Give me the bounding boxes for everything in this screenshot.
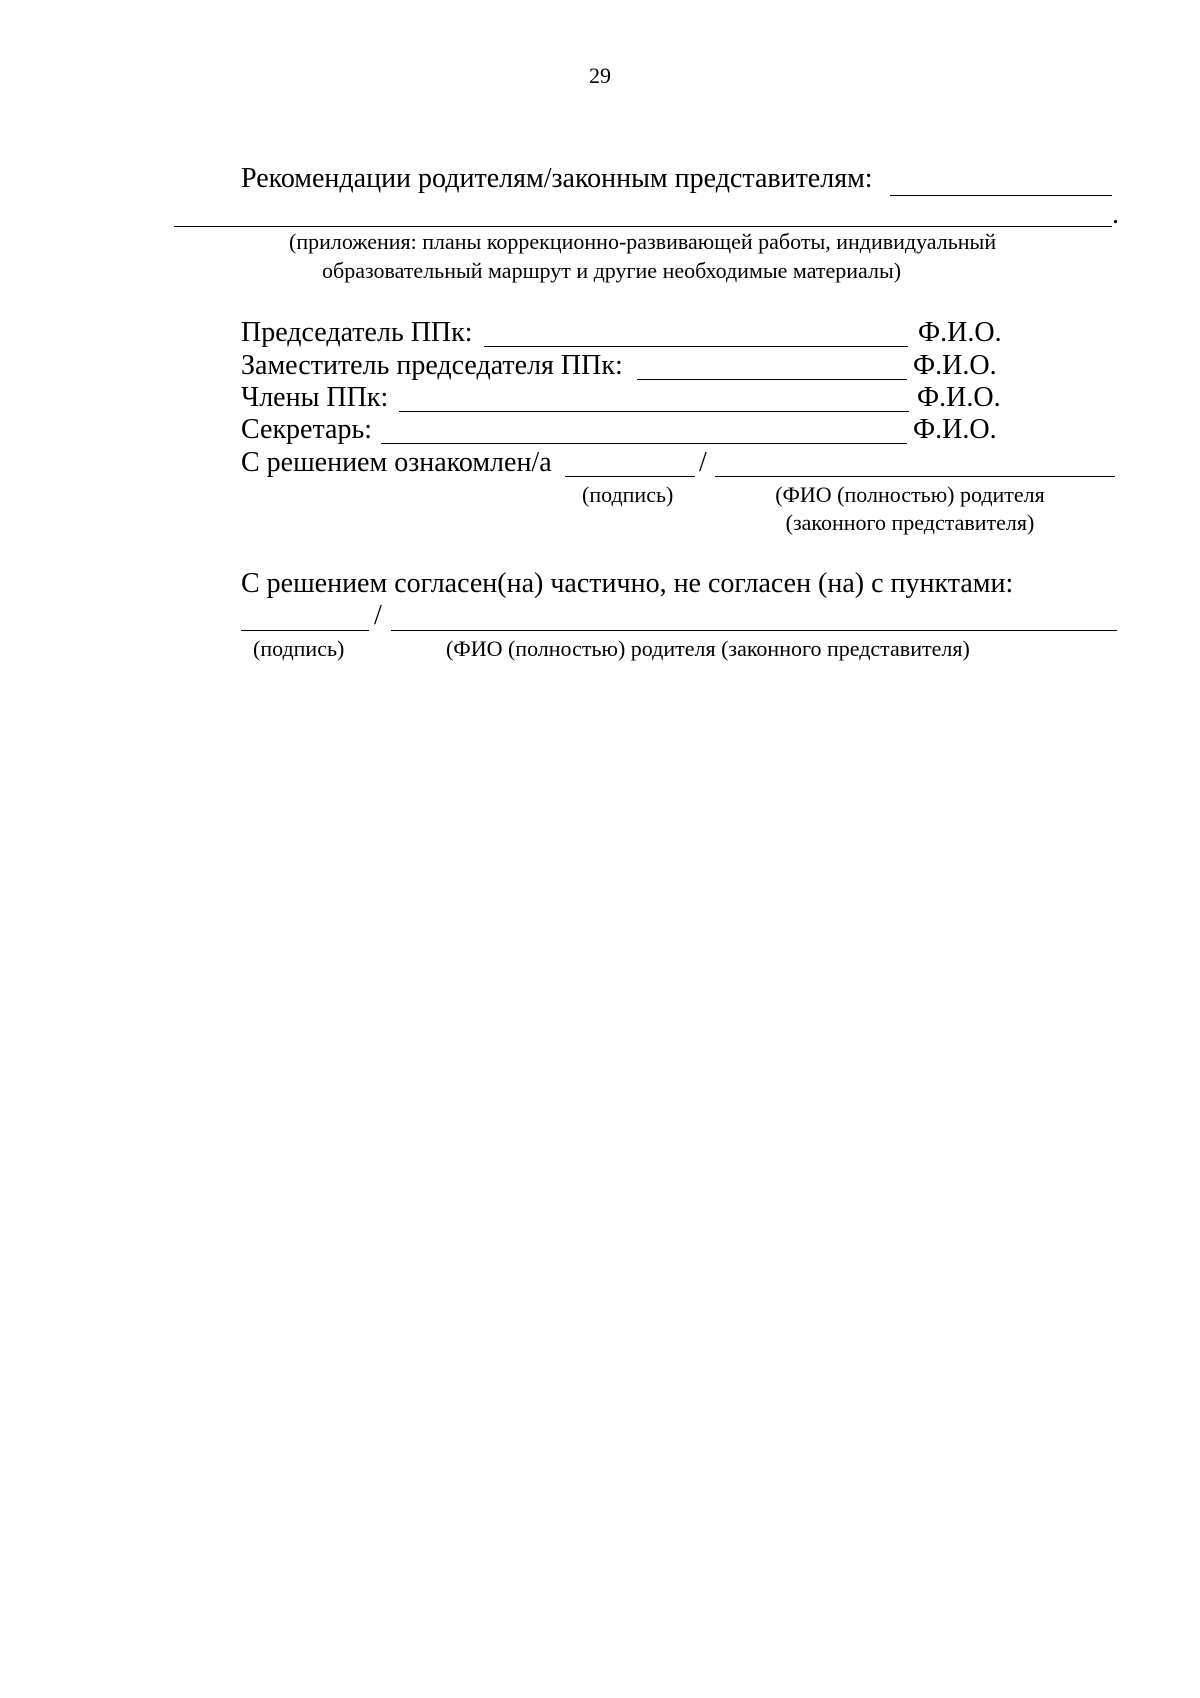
signature-role-members: Члены ППк: [241, 382, 389, 413]
signature-line-chairman[interactable] [484, 346, 908, 347]
signature-role-chairman: Председатель ППк: [241, 317, 473, 348]
partial-caption-signature: (подпись) [253, 636, 345, 661]
recommendations-blank-line-2[interactable] [174, 226, 1112, 227]
acknowledged-fio-line[interactable] [715, 476, 1115, 477]
acknowledged-caption-signature: (подпись) [582, 482, 674, 507]
recommendations-end-mark: . [1112, 199, 1119, 230]
acknowledged-label: С решением ознакомлен/а [241, 447, 552, 478]
signature-line-secretary[interactable] [381, 443, 907, 444]
recommendations-note-line2: образовательный маршрут и другие необходимые материалы) [322, 258, 902, 283]
signature-line-members[interactable] [399, 411, 909, 412]
acknowledged-signature-line[interactable] [565, 476, 695, 477]
signature-line-deputy[interactable] [637, 379, 907, 380]
acknowledged-caption-fio-line2: (законного представителя) [785, 510, 1035, 535]
page-number: 29 [589, 63, 611, 88]
signature-fio-members: Ф.И.О. [917, 382, 1001, 413]
recommendations-blank-line[interactable] [890, 195, 1112, 196]
partial-separator: / [374, 600, 382, 631]
signature-role-secretary: Секретарь: [241, 414, 373, 445]
partial-fio-line[interactable] [391, 630, 1117, 631]
signature-role-deputy: Заместитель председателя ППк: [241, 350, 623, 381]
partial-signature-line[interactable] [241, 630, 369, 631]
acknowledged-separator: / [699, 447, 707, 478]
acknowledged-caption-fio-line1: (ФИО (полностью) родителя [775, 482, 1045, 507]
partial-label: С решением согласен(на) частично, не согласен (на) с пунктами: [241, 568, 1014, 599]
recommendations-label: Рекомендации родителям/законным представителям: [241, 163, 873, 194]
signature-fio-secretary: Ф.И.О. [913, 414, 997, 445]
partial-caption-fio: (ФИО (полностью) родителя (законного представителя) [446, 636, 970, 661]
signature-fio-chairman: Ф.И.О. [918, 317, 1002, 348]
signature-fio-deputy: Ф.И.О. [913, 350, 997, 381]
recommendations-note-line1: (приложения: планы коррекционно-развивающей работы, индивидуальный [289, 229, 997, 254]
